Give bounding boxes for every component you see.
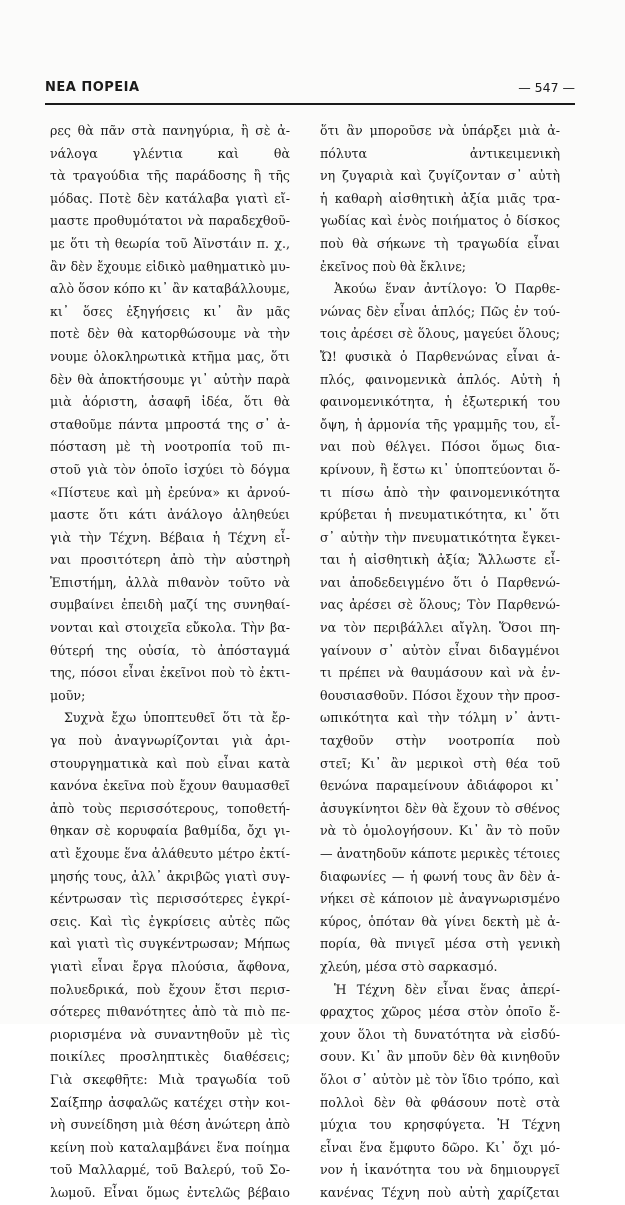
text-line: Ἐπιστήμη, ἀλλὰ πιθανὸν τοῦτο νὰ	[50, 574, 290, 590]
text-line: μησής τους, ἀλλ᾽ ἀκριβῶς γιατὶ συγ-	[50, 868, 290, 884]
text-line: νάλογα γλέντια καὶ θὰ	[50, 145, 290, 161]
text-line: πόσταση μὲ τὴ νοοτροπία τοῦ πι-	[50, 439, 290, 455]
text-line: ὄψη, ἡ ἁρμονία τῆς γραμμῆς του, εἶ-	[320, 416, 560, 432]
text-line: κανένας Τέχνη ποὺ αὐτὴ χαρίζεται	[320, 1184, 560, 1200]
text-line: πολλοὶ δὲν θὰ φθάσουν ποτὲ στὰ	[320, 1094, 560, 1110]
text-line: φαινομενικότητα, ἡ ἐξωτερική του	[320, 394, 560, 410]
text-line: ποὺ θὰ σήκωνε τὴ τραγωδία εἶναι	[320, 235, 560, 251]
text-line: μαστε ὅτι κάτι ἀνάλογο ἀληθεύει	[50, 507, 290, 523]
text-line: τι πίσω ἀπὸ τὴν φαινομενικότητα	[320, 484, 560, 500]
text-line: σταθοῦμε πάντα μπροστά της σ᾽ ἀ-	[50, 416, 290, 432]
text-line: με ὅτι τὴ θεωρία τοῦ Ἀϊνστάιν π. χ.,	[50, 235, 290, 251]
text-line: ναι προσιτότερη ἀπὸ τὴν αὐστηρὴ	[50, 552, 290, 568]
text-line: ὅτι ἂν μποροῦσε νὰ ὑπάρξει μιὰ ἀ-	[320, 123, 560, 138]
text-line: Σαίξπηρ ἀσφαλῶς κατέχει στὴν κοι-	[50, 1094, 290, 1110]
text-line: ἐκεῖνος ποὺ θὰ ἔκλινε;	[320, 258, 466, 274]
text-line: Συχνὰ ἔχω ὑποπτευθεῖ ὅτι τὰ ἔρ-	[64, 710, 290, 726]
text-line: κρίνουν, ἢ ἔστω κι᾽ ὑποπτεύονται ὅ-	[320, 461, 560, 477]
text-line: τοις ἀρέσει σὲ ὅλους, μαγεύει ὅλους;	[320, 326, 560, 342]
text-line: νονται καὶ στοιχεῖα εὔκολα. Τὴν βα-	[50, 620, 290, 636]
text-line: ποικίλες προσληπτικὲς διαθέσεις;	[50, 1049, 290, 1065]
left-text-column	[50, 120, 290, 1205]
text-line: διαφωνίες — ἡ φωνή τους ἂν δὲν ἀ-	[320, 868, 560, 884]
text-line: νον ἡ ἱκανότητα του νὰ δημιουργεῖ	[320, 1162, 560, 1178]
text-line: δὲν θὰ ἀποκτήσουμε γι᾽ αὐτὴν παρὰ	[50, 371, 290, 387]
text-line: νήκει σὲ κάποιον μὲ ἀναγνωρισμένο	[320, 891, 560, 907]
text-line: χουν ὅλοι τὴ δυνατότητα νὰ εἰσδύ-	[320, 1026, 560, 1042]
text-line: κανόνα ἐκεῖνα ποὺ ἔχουν θαυμασθεῖ	[50, 778, 290, 794]
text-line: ναι ποὺ θέλγει. Πόσοι ὅμως δια-	[320, 439, 560, 455]
text-line: νὴ συνείδηση μιὰ θέση ἀνώτερη ἀπὸ	[50, 1117, 290, 1133]
text-line: μύχια του κρησφύγετα. Ἡ Τέχνη	[320, 1117, 560, 1133]
text-line: φραχτος χῶρος μέσα στὸν ὁποῖο ἔ-	[320, 1004, 560, 1020]
text-line: τὰ τραγούδια τῆς παράδοσης ἢ τῆς	[50, 168, 290, 184]
text-line: χλεύη, μέσα στὸ σαρκασμό.	[320, 958, 498, 974]
text-line: ριορισμένα νὰ συναντηθοῦν μὲ τὶς	[50, 1026, 290, 1042]
text-line: σεις. Καὶ τὶς ἐγκρίσεις αὐτὲς πῶς	[50, 913, 290, 929]
page-number: — 547 —	[518, 80, 575, 95]
text-line: ρες θὰ πᾶν στὰ πανηγύρια, ἢ σὲ ἀ-	[50, 123, 290, 138]
journal-title: ΝΕΑ ΠΟΡΕΙΑ	[45, 80, 140, 95]
text-line: κέντρωσαν τὶς περισσότερες ἐγκρί-	[50, 891, 290, 907]
text-line: νουμε ὁλοκληρωτικὰ κτῆμα μας, ὅτι	[50, 348, 290, 364]
text-line: γα ποὺ ἀναγνωρίζονται γιὰ ἀρι-	[50, 733, 290, 749]
text-line: ἀσυγκίνητοι δὲν θὰ ἔχουν τὸ σθένος	[320, 800, 560, 816]
text-line: — ἀνατηδοῦν κάποτε μερικὲς τέτοιες	[320, 846, 560, 861]
text-line: Ὤ! φυσικὰ ὁ Παρθενώνας εἶναι ἁ-	[320, 348, 560, 364]
text-line: αλὸ ὅσον κόπο κι᾽ ἂν καταβάλλουμε,	[50, 281, 290, 297]
text-line: πλός, φαινομενικὰ ἁπλός. Αὐτὴ ἡ	[320, 371, 560, 387]
text-line: θενώνα παραμείνουν ἀδιάφοροι κι᾽	[320, 778, 560, 794]
text-line: εἶναι ἕνα ἔμφυτο δῶρο. Κι᾽ ὄχι μό-	[320, 1139, 560, 1155]
text-line: Γιὰ σκεφθῆτε: Μιὰ τραγωδία τοῦ	[50, 1071, 290, 1087]
text-line: νας ἀρέσει σὲ ὅλους; Τὸν Παρθενώ-	[320, 597, 560, 613]
text-line: τι πρέπει νὰ θαυμάσουν καὶ νὰ ἐν-	[320, 665, 560, 681]
text-line: πορία, θὰ πνιγεῖ μέσα στὴ γενικὴ	[320, 936, 560, 952]
text-line: κι᾽ ὅσες ἐξηγήσεις κι᾽ ἂν μᾶς	[50, 303, 290, 319]
text-line: ὅλοι σ᾽ αὐτὸν μὲ τὸν ἴδιο τρόπο, καὶ	[320, 1071, 560, 1087]
text-line: στουργηματικὰ καὶ ποὺ εἶναι κατὰ	[50, 755, 290, 771]
text-line: σ᾽ αὐτὴν τὴν πνευματικότητα ἔγκει-	[320, 529, 560, 545]
text-line: θηκαν σὲ κορυφαία βαθμίδα, ὄχι γι-	[50, 823, 290, 839]
text-line: μαστε προθυμότατοι νὰ παραδεχθοῦ-	[50, 213, 290, 229]
text-line: γωδίας καὶ ἑνὸς ποιήματος ὁ δίσκος	[320, 213, 560, 229]
text-line: μιὰ ἀόριστη, ἀσαφῆ ἰδέα, ὅτι θὰ	[50, 394, 290, 410]
right-text-column	[320, 120, 560, 1205]
text-line: ατὶ ἔχουμε ἕνα ἀλάθευτο μέτρο ἐκτί-	[50, 846, 290, 861]
text-line: κείνη ποὺ καταλαμβάνει ἕνα ποίημα	[50, 1139, 290, 1155]
text-line: κρύβεται ἡ πνευματικότητα, κι᾽ ὅτι	[320, 507, 560, 523]
text-line: Ἡ Τέχνη δὲν εἶναι ἕνας ἀπερί-	[334, 981, 560, 997]
text-line: ναι ἀποδεδειγμένο ὅτι ὁ Παρθενώ-	[320, 574, 560, 590]
text-line: ἀπὸ τοὺς περισσότερους, τοποθετή-	[50, 800, 290, 816]
text-line: νώνας δὲν εἶναι ἁπλός; Πῶς ἐν τού-	[320, 303, 560, 319]
text-line: Ἀκούω ἕναν ἀντίλογο: Ὁ Παρθε-	[334, 281, 560, 297]
text-line: ἂν δὲν ἔχουμε εἰδικὸ μαθηματικὸ μυ-	[50, 258, 290, 274]
text-line: θουσιασθοῦν. Πόσοι ἔχουν τὴν προσ-	[320, 687, 560, 703]
text-line: γιατὶ εἶναι ἔργα πλούσια, ἄφθονα,	[50, 958, 290, 974]
text-line: να τὸν περιβάλλει αἴγλη. Ὅσοι πη-	[320, 620, 560, 636]
text-line: πόλυτα ἀντικειμενικὴ	[320, 145, 560, 161]
text-line: γιὰ τὴν Τέχνη. Βέβαια ἡ Τέχνη εἶ-	[50, 529, 290, 545]
header-rule	[45, 103, 575, 105]
text-line: «Πίστευε καὶ μὴ ἐρεύνα» κι ἀρνού-	[50, 484, 290, 500]
text-line: μοῦν;	[50, 687, 86, 703]
text-line: ταχθοῦν στὴν νοοτροπία ποὺ	[320, 733, 560, 749]
page-header	[45, 80, 575, 98]
text-line: σότερες πιθανότητες ἀπὸ τὰ πιὸ πε-	[50, 1004, 290, 1020]
text-line: πολυεδρικά, ποὺ ἔχουν ἔτσι περισ-	[50, 981, 290, 997]
text-line: καὶ γιατὶ τὶς συγκέντρωσαν; Μήπως	[50, 936, 290, 952]
text-line: σουν. Κι᾽ ἂν μποῦν δὲν θὰ κινηθοῦν	[320, 1049, 560, 1065]
text-line: συμβαίνει ἐπειδὴ μαζί της συνηθαί-	[50, 597, 290, 613]
text-line: της, πόσοι εἶναι ἐκεῖνοι ποὺ τὸ ἐκτι-	[50, 665, 290, 681]
text-line: στεῖ; Κι᾽ ἂν μερικοὶ στὴ θέα τοῦ	[320, 755, 560, 771]
text-line: στοῦ γιὰ τὸν ὁποῖο ἰσχύει τὸ δόγμα	[50, 461, 290, 477]
text-line: ται ἡ αἰσθητικὴ ἀξία; Ἄλλωστε εἶ-	[320, 552, 560, 568]
text-line: τοῦ Μαλλαρμέ, τοῦ Βαλερύ, τοῦ Σο-	[50, 1162, 290, 1178]
text-line: ποτὲ δὲν θὰ κατορθώσουμε νὰ τὴν	[50, 326, 290, 342]
text-line: ἡ καθαρὴ αἰσθητικὴ ἀξία μιᾶς τρα-	[320, 190, 560, 206]
text-line: μόδας. Ποτὲ δὲν κατάλαβα γιατὶ εἴ-	[50, 190, 290, 206]
text-line: λωμοῦ. Εἶναι ὅμως ἐντελῶς βέβαιο	[50, 1184, 290, 1200]
text-line: ωπικότητα καὶ τὴν τόλμη ν᾽ ἀντι-	[320, 710, 560, 726]
text-line: γαίνουν σ᾽ αὐτὸν εἶναι διδαγμένοι	[320, 642, 560, 658]
text-line: κύρος, ὁπόταν θὰ γίνει δεκτὴ μὲ ἀ-	[320, 913, 560, 929]
text-line: νη ζυγαριὰ καὶ ζυγίζονταν σ᾽ αὐτὴ	[320, 168, 560, 184]
text-line: νὰ τὸ ὁμολογήσουν. Κι᾽ ἂν τὸ ποῦν	[320, 823, 560, 839]
text-line: θύτερή της οὐσία, τὸ ἀπόσταγμά	[50, 642, 290, 658]
